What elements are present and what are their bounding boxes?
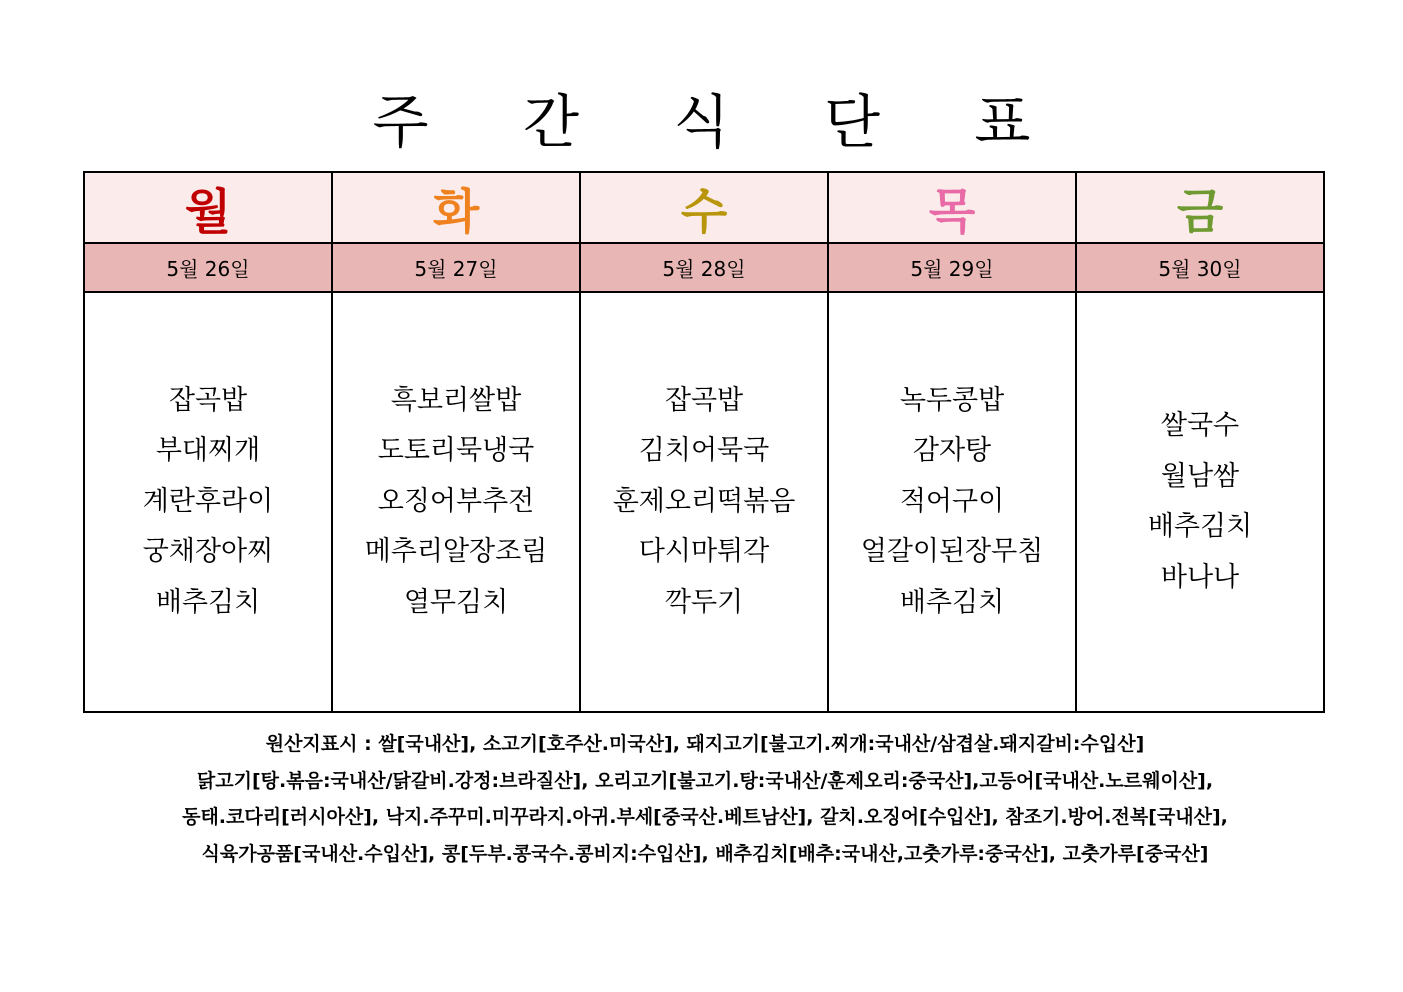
weekday-thu: 목 bbox=[828, 172, 1076, 243]
menu-item: 계란후라이 bbox=[142, 485, 274, 517]
weekday-tue: 화 bbox=[332, 172, 580, 243]
menu-item: 적어구이 bbox=[899, 485, 1005, 517]
menu-item: 잡곡밥 bbox=[664, 384, 744, 416]
origin-note-line: 닭고기[탕.볶음:국내산/닭갈비.강정:브라질산], 오리고기[불고기.탕:국내산/훈제오리:중국산],고등어[국내산.노르웨이산], bbox=[196, 769, 1214, 792]
menu-item: 훈제오리떡볶음 bbox=[612, 485, 796, 517]
menu-item: 쌀국수 bbox=[1160, 410, 1240, 441]
origin-note-line: 식육가공품[국내산.수입산], 콩[두부.콩국수.콩비지:수입산], 배추김치[배추:국내산,고춧가루:중국산], 고춧가루[중국산] bbox=[201, 842, 1209, 865]
menu-item: 도토리묵냉국 bbox=[377, 435, 535, 467]
menu-item: 흑보리쌀밥 bbox=[390, 384, 522, 416]
menu-item: 감자탕 bbox=[912, 435, 992, 467]
page-title: 주 간 식 단 표 bbox=[372, 88, 1069, 156]
weekday-wed: 수 bbox=[580, 172, 828, 243]
menu-item: 다시마튀각 bbox=[638, 536, 770, 568]
menu-item: 배추김치 bbox=[1147, 511, 1253, 542]
date-thu: 5월 29일 bbox=[828, 243, 1076, 292]
menu-cell-tue bbox=[332, 292, 580, 712]
menu-item: 배추김치 bbox=[899, 586, 1005, 618]
weekly-menu-table bbox=[83, 171, 1325, 713]
menu-cell-fri bbox=[1076, 292, 1324, 712]
date-wed: 5월 28일 bbox=[580, 243, 828, 292]
weekday-fri: 금 bbox=[1076, 172, 1324, 243]
date-fri: 5월 30일 bbox=[1076, 243, 1324, 292]
menu-cell-thu bbox=[828, 292, 1076, 712]
menu-item: 잡곡밥 bbox=[168, 384, 248, 416]
menu-item: 열무김치 bbox=[403, 586, 509, 618]
menu-item: 녹두콩밥 bbox=[899, 384, 1005, 416]
menu-item: 부대찌개 bbox=[155, 435, 261, 467]
date-tue: 5월 27일 bbox=[332, 243, 580, 292]
menu-item: 궁채장아찌 bbox=[142, 536, 274, 568]
date-row bbox=[84, 243, 1324, 292]
weekday-mon: 월 bbox=[84, 172, 332, 243]
menu-cell-mon bbox=[84, 292, 332, 712]
menu-items-row bbox=[84, 292, 1324, 712]
menu-item: 메추리알장조림 bbox=[364, 536, 548, 568]
origin-note-line: 동태.코다리[러시아산], 낙지.주꾸미.미꾸라지.아귀.부세[중국산.베트남산], 갈치.오징어[수입산], 참조기.방어.전복[국내산], bbox=[182, 806, 1228, 828]
menu-item: 배추김치 bbox=[155, 586, 261, 618]
date-mon: 5월 26일 bbox=[84, 243, 332, 292]
origin-note-line: 원산지표시 : 쌀[국내산], 소고기[호주산.미국산], 돼지고기[불고기.찌개:국내산/삼겹살.돼지갈비:수입산] bbox=[265, 733, 1145, 755]
weekday-header-row bbox=[84, 172, 1324, 243]
menu-item: 바나나 bbox=[1160, 561, 1240, 593]
menu-item: 얼갈이된장무침 bbox=[860, 536, 1044, 568]
menu-item: 김치어묵국 bbox=[638, 435, 770, 467]
menu-cell-wed bbox=[580, 292, 828, 712]
menu-item: 월남쌈 bbox=[1160, 460, 1240, 492]
menu-item: 오징어부추전 bbox=[377, 485, 535, 517]
origin-notes bbox=[60, 726, 1350, 872]
menu-item: 깍두기 bbox=[664, 586, 744, 618]
